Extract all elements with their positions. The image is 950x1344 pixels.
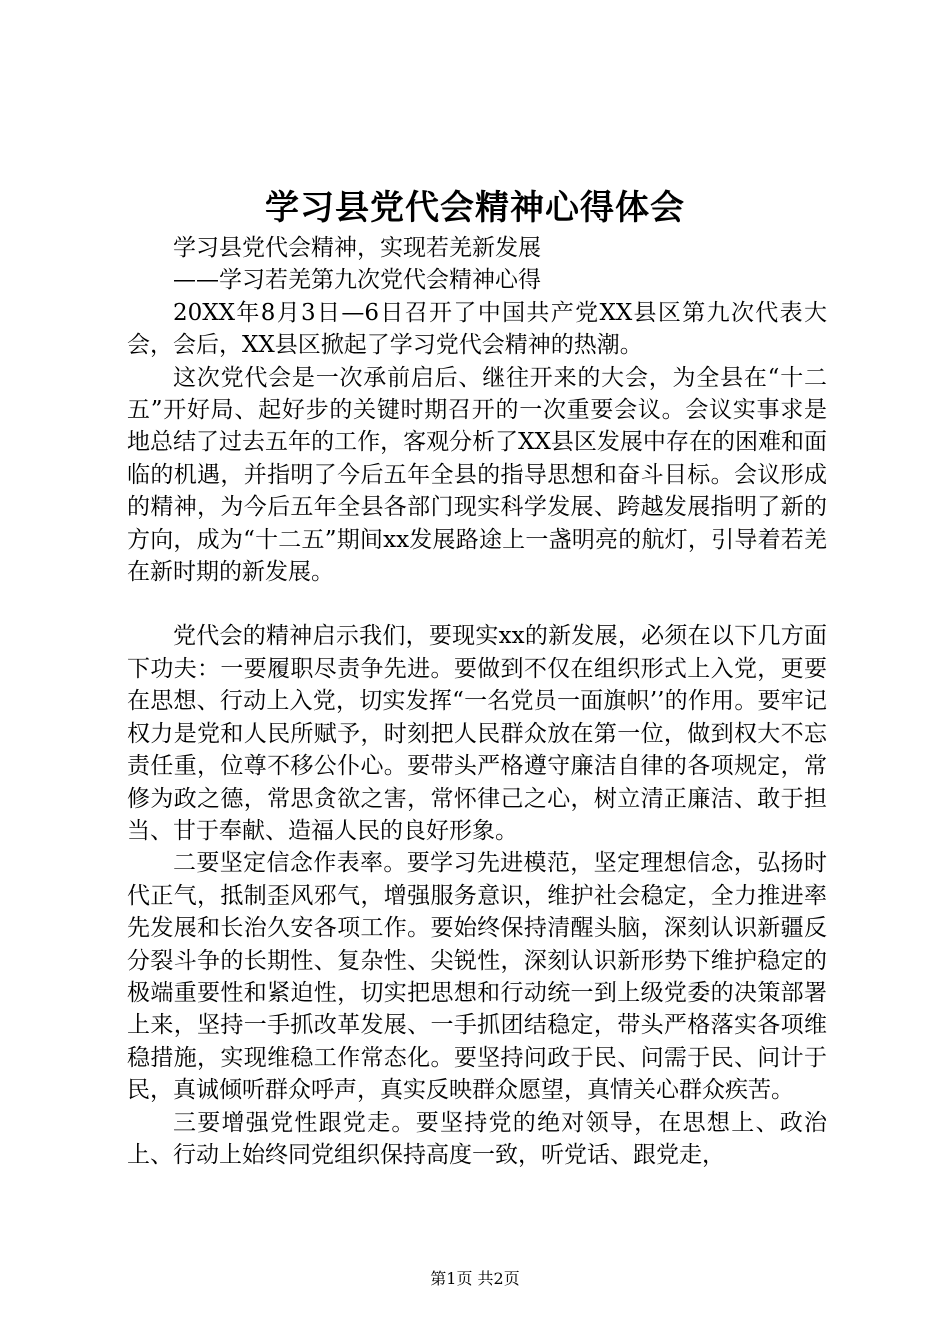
document-title: 学习县党代会精神心得体会 (265, 188, 685, 228)
paragraph-subtitle: 学习县党代会精神，实现若羌新发展 (173, 235, 541, 261)
paragraph-subheading: ——学习若羌第九次党代会精神心得 (173, 267, 541, 294)
document-body (127, 232, 827, 1171)
paragraph-gap (127, 588, 827, 620)
page-footer: 第1页 共2页 (430, 1269, 520, 1288)
paragraph-point-three: 三要增强党性跟党走。要坚持党的绝对领导，在思想上、政治上、行动上始终同党组织保持高度一致，听党话、跟党走， (127, 1109, 827, 1168)
paragraph-intro: 20XX年8月3日—6日召开了中国共产党XX县区第九次代表大会，会后，XX县区掀起了学习党代会精神的热潮。 (127, 299, 827, 359)
paragraph-point-two: 二要坚定信念作表率。要学习先进模范，坚定理想信念，弘扬时代正气，抵制歪风邪气，增强服务意识，维护社会稳定，全力推进率先发展和长治久安各项工作。要始终保持清醒头脑，深刻认识新疆反分裂斗争的长期性、复杂性、尖锐性，深刻认识新形势下维护稳定的极端重要性和紧迫性，切实把思想和行动统一到上级党委的决策部署上来，坚持一手抓改革发展、一手抓团结稳定，带头严格落实各项维稳措施，实现维稳工作常态化。要坚持问政于民、问需于民、问计于民，真诚倾听群众呼声，真实反映群众愿望，真情关心群众疾苦。 (127, 850, 827, 1104)
paragraph-meeting-summary: 这次党代会是一次承前启后、继往开来的大会，为全县在“十二五”开好局、起好步的关键时期召开的一次重要会议。会议实事求是地总结了过去五年的工作，客观分析了XX县区发展中存在的困难和面临的机遇，并指明了今后五年全县的指导思想和奋斗目标。会议形成的精神，为今后五年全县各部门现实科学发展、跨越发展指明了新的方向，成为“十二五”期间xx发展路途上一盏明亮的航灯，引导着若羌在新时期的新发展。 (127, 364, 827, 586)
paragraph-point-one: 党代会的精神启示我们，要现实xx的新发展，必须在以下几方面下功夫：一要履职尽责争先进。要做到不仅在组织形式上入党，更要在思想、行动上入党，切实发挥“一名党员一面旗帜’’的作用。要牢记权力是党和人民所赋予，时刻把人民群众放在第一位，做到权大不忘责任重，位尊不移公仆心。要带头严格遵守廉洁自律的各项规定，常修为政之德，常思贪欲之害，常怀律己之心，树立清正廉洁、敢于担当、甘于奉献、造福人民的良好形象。 (127, 623, 827, 844)
